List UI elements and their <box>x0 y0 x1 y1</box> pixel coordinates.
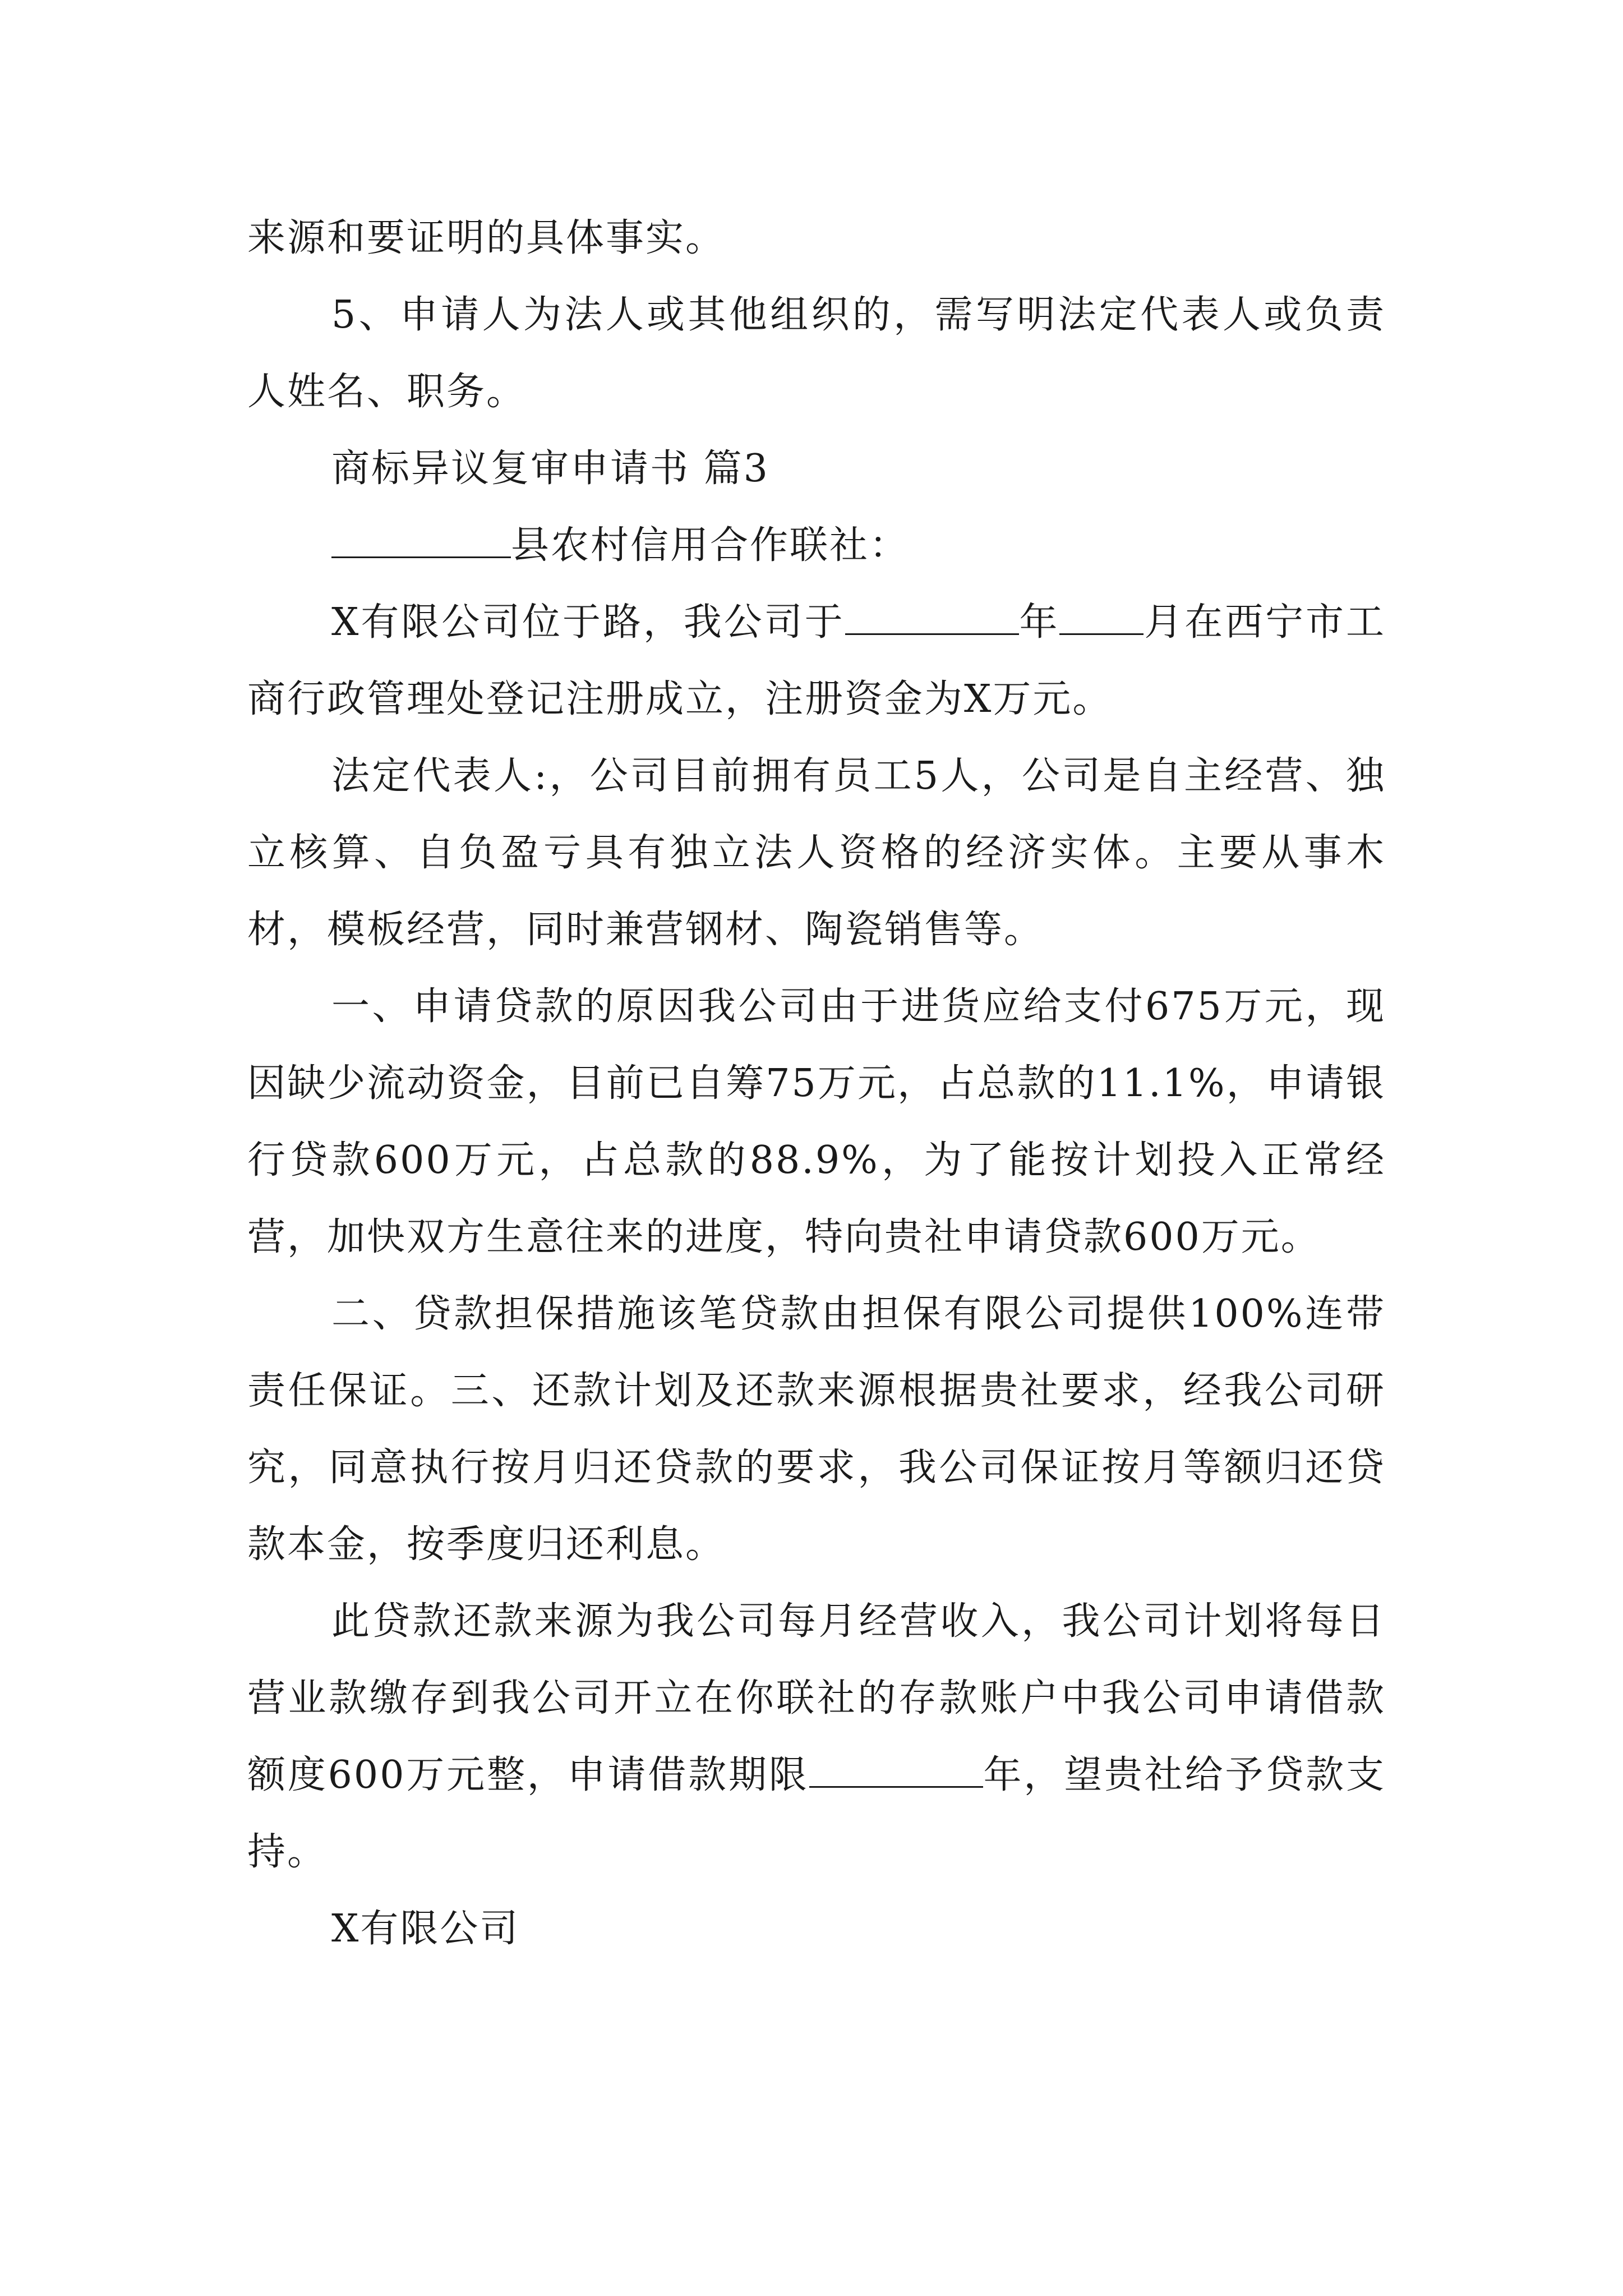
blank-year-field <box>845 602 1019 635</box>
signature-company <box>247 1890 1386 1967</box>
blank-county-field <box>331 525 511 558</box>
paragraph-text: 月在西宁市工商行政管理处登记注册成立，注册资金为X万元。 <box>247 600 1386 721</box>
blank-month-field <box>1059 602 1144 635</box>
paragraph-text: 此贷款还款来源为我公司每月经营收入，我公司计划将每日营业款缴存到我公司开立在你联社的存款账户中我公司申请借款额度600万元整，申请借款期限 <box>247 1599 1386 1797</box>
paragraph-text: 年，望贵社给予贷款支持。 <box>247 1753 1386 1874</box>
paragraph-text: 年 <box>1018 600 1060 645</box>
paragraph-text: 法定代表人:，公司目前拥有员工5人，公司是自主经营、独立核算、自负盈亏具有独立法人资格的经济实体。主要从事木材，模板经营，同时兼营钢材、陶瓷销售等。 <box>247 754 1386 952</box>
paragraph-text: 一、申请贷款的原因我公司由于进货应给支付675万元，现因缺少流动资金，目前已自筹75万元，占总款的11.1%，申请银行贷款600万元，占总款的88.9%，为了能按计划投入正常经营，加快双方生意往来的进度，特向贵社申请贷款600万元。 <box>247 984 1386 1259</box>
paragraph-text: 来源和要证明的具体事实。 <box>247 216 726 260</box>
paragraph-fact-source <box>247 200 1386 277</box>
paragraph-loan-reason <box>247 968 1386 1276</box>
paragraph-guarantee <box>247 1276 1386 1583</box>
addressee-text: 县农村信用合作联社： <box>511 523 910 568</box>
paragraph-text: X有限公司位于路，我公司于 <box>331 600 845 645</box>
paragraph-text: 5、申请人为法人或其他组织的，需写明法定代表人或负责人姓名、职务。 <box>247 293 1386 414</box>
addressee-line <box>247 507 1386 584</box>
blank-term-field <box>809 1755 983 1788</box>
paragraph-company-intro <box>247 584 1386 738</box>
signature-text: X有限公司 <box>331 1907 520 1951</box>
section-title-text: 商标异议复审申请书 篇3 <box>331 447 769 491</box>
paragraph-legal-representative <box>247 738 1386 968</box>
document-body <box>247 200 1386 1967</box>
paragraph-repayment-source <box>247 1583 1386 1890</box>
section-title <box>247 430 1386 507</box>
paragraph-text: 二、贷款担保措施该笔贷款由担保有限公司提供100%连带责任保证。三、还款计划及还款来源根据贵社要求，经我公司研究，同意执行按月归还贷款的要求，我公司保证按月等额归还贷款本金，按季度归还利息。 <box>247 1292 1386 1567</box>
paragraph-item-5 <box>247 277 1386 430</box>
